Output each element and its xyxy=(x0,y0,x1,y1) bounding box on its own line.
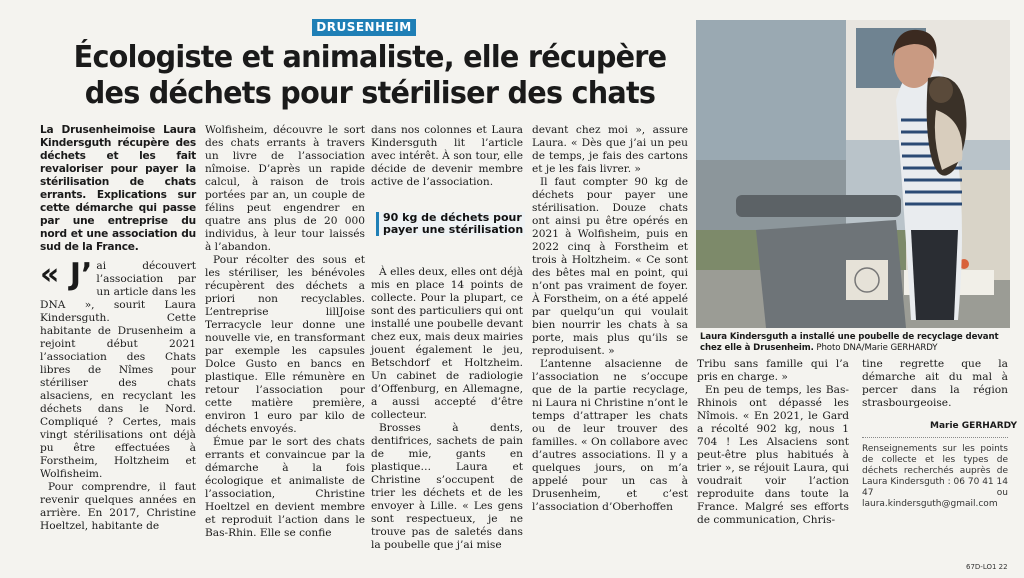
caption-text: Laura Kindersguth a installé une poubelle de recyclage devant chez elle à Drusenheim. xyxy=(700,332,999,353)
column-5 xyxy=(697,358,849,527)
photo-illustration xyxy=(696,20,1010,328)
column-1-paragraph-2: Pour comprendre, il faut revenir quelques années en arrière. En 2017, Christine Hoeltzel, habitante de xyxy=(40,481,196,532)
column-3-paragraph-2: À elles deux, elles ont déjà mis en place 14 points de collecte. Pour la plupart, ce sont des particuliers qui ont installé une poubelle devant chez eux, mais deux mairies jouent également le jeu, Betschdorf et Holtzheim. Un cabinet de radiologie d’Offenburg, en Allemagne, a aussi accepté d’être collecteur. xyxy=(371,266,523,421)
subheading: 90 kg de déchets pour payer une stérilisation xyxy=(376,212,525,236)
column-6-paragraph-1: tine regrette que la démarche ait du mal à percer dans la région strasbourgeoise. xyxy=(862,358,1008,409)
column-1-paragraph-1 xyxy=(40,257,196,481)
headline-line-1: Écologiste et animaliste, elle récupère xyxy=(73,40,667,75)
dropcap: « J’ xyxy=(40,257,93,292)
lead-paragraph: La Drusenheimoise Laura Kindersguth récupère des déchets et les fait revaloriser pour payer la stérilisation de chats errants. Explications sur cette démarche qui passe par une entreprise du nord et une association du sud de la France. xyxy=(40,124,196,253)
photo-credit: Photo DNA/Marie GERHARDY xyxy=(816,343,938,353)
photo-caption xyxy=(700,332,1018,354)
column-3 xyxy=(371,124,523,189)
column-4 xyxy=(532,124,688,514)
column-2 xyxy=(205,124,365,540)
column-4-paragraph-2: Il faut compter 90 kg de déchets pour payer une stérilisation. Douze chats ont ainsi pu être opérés en 2021 à Wolfisheim, puis en 2022 cinq à Forstheim et trois à Holtzheim. « Ce sont des bêtes mal en point, qui n’ont pas vraiment de foyer. À Forstheim, on a été appelé par quelqu’un qui voulait bien nourrir les chats à sa porte, mais plus qu’ils se reproduisent. » xyxy=(532,176,688,357)
column-6 xyxy=(862,358,1008,410)
column-1 xyxy=(40,124,196,533)
column-5-paragraph-1: Tribu sans famille qui l’a pris en charge. » xyxy=(697,358,849,383)
column-4-paragraph-1: devant chez moi », assure Laura. « Dès que j’ai un peu de temps, je fais des cartons et je les fais livrer. » xyxy=(532,124,688,175)
column-5-paragraph-2: En peu de temps, les Bas-Rhinois ont dépassé les Nîmois. « En 2021, le Gard a récolté 902 kg, nous 1 704 ! Les Alsaciens sont peut-être plus habitués à trier », se réjouit Laura, qui voudrait voir l’action reproduite dans toute la France. Malgré ses efforts de communication, Chris- xyxy=(697,384,849,526)
headline xyxy=(60,40,680,112)
column-4-paragraph-3: L’antenne alsacienne de l’association ne s’occupe que de la partie recyclage, ni Laura ni Christine n’ont le temps d’attraper les chats ou de leur trouver des familles. « On collabore avec d’autres associations. Il y a quelques jours, on m’a appelé pour un cas à Drusenheim, et c’est l’association d’Oberhoffen xyxy=(532,358,688,513)
column-3-continued xyxy=(371,266,523,552)
headline-line-2: des déchets pour stériliser des chats xyxy=(84,76,656,111)
column-2-paragraph-2: Pour récolter des sous et les stériliser, les bénévoles récupèrent des déchets a priori non recyclables. L’entreprise lillJoise Terracycle leur donne une nouvelle vie, en transformant par exemple les capsules Dolce Gusto en bancs en plastique. Elle rémunère en retour l’association pour cette matière première, environ 1 euro par kilo de déchets envoyés. xyxy=(205,254,365,435)
article-photo xyxy=(696,20,1010,328)
column-3-paragraph-3: Brosses à dents, dentifrices, sachets de pain de mie, gants en plastique… Laura et Christine s’occupent de trier les déchets et de les envoyer à Lille. « Les gens sont respectueux, je ne trouve pas de saletés dans la poubelle que j’ai mise xyxy=(371,422,523,551)
section-tag: DRUSENHEIM xyxy=(312,19,416,36)
column-1-text-1: ai découvert l’association par un article dans les DNA », sourit Laura Kindersguth. Cette habitante de Drusenheim a rejoint début 2021 l’association des Chats libres de Nîmes pour stériliser des chats alsaciens, en recyclant les déchets dans le Nord. Compliqué ? Certes, mais vingt stérilisations ont déjà pu être effectuées à Forstheim, Holtzheim et Wolfisheim. xyxy=(40,260,196,480)
column-3-paragraph-1: dans nos colonnes et Laura Kindersguth lit l’article avec intérêt. À son tour, elle décide de devenir membre active de l’association. xyxy=(371,124,523,188)
column-2-paragraph-1: Wolfisheim, découvre le sort des chats errants à travers un livre de l’association nîmoise. D’après un rapide calcul, à raison de trois portées par an, un couple de félins peut engendrer en quatre ans plus de 20 000 individus, à leur tour laissés à l’abandon. xyxy=(205,124,365,253)
column-2-paragraph-3: Émue par le sort des chats errants et convaincue par la démarche à la fois écologique et animaliste de l’association, Christine Hoeltzel en devient membre et reproduit l’action dans le Bas-Rhin. Elle se confie xyxy=(205,436,365,539)
page-folio: 67D-LO1 22 xyxy=(966,563,1008,571)
info-box: Renseignements sur les points de collecte et les types de déchets recherchés auprès de Laura Kindersguth : 06 70 41 14 47 ou laura.kindersguth@gmail.com xyxy=(862,437,1008,510)
author-signature: Marie GERHARDY xyxy=(930,421,1018,431)
